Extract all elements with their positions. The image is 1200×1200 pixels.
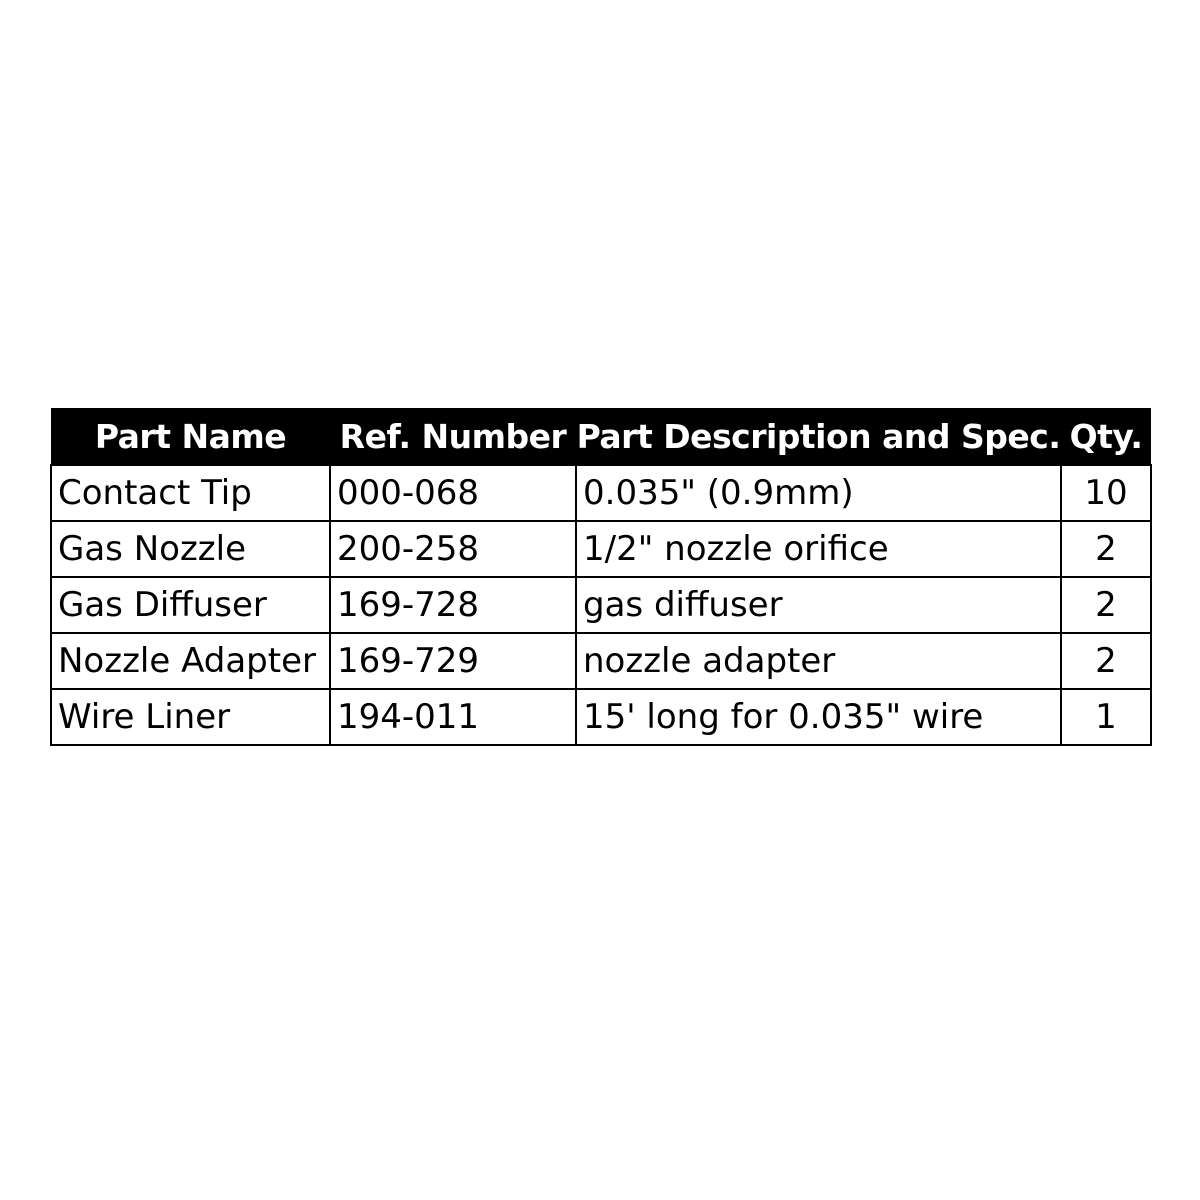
cell-qty: 2 bbox=[1061, 577, 1151, 633]
cell-qty: 2 bbox=[1061, 521, 1151, 577]
parts-table bbox=[50, 408, 1152, 746]
header-ref-number: Ref. Number bbox=[330, 408, 576, 465]
cell-part-name: Wire Liner bbox=[51, 689, 330, 745]
cell-qty: 10 bbox=[1061, 465, 1151, 521]
header-part-name: Part Name bbox=[51, 408, 330, 465]
cell-part-name: Gas Nozzle bbox=[51, 521, 330, 577]
header-qty: Qty. bbox=[1061, 408, 1151, 465]
cell-description: gas diffuser bbox=[576, 577, 1061, 633]
table-row bbox=[51, 521, 1151, 577]
cell-description: 15' long for 0.035" wire bbox=[576, 689, 1061, 745]
cell-qty: 2 bbox=[1061, 633, 1151, 689]
cell-description: 1/2" nozzle orifice bbox=[576, 521, 1061, 577]
table-row bbox=[51, 577, 1151, 633]
cell-ref-number: 169-728 bbox=[330, 577, 576, 633]
cell-part-name: Contact Tip bbox=[51, 465, 330, 521]
cell-qty: 1 bbox=[1061, 689, 1151, 745]
table-header-row bbox=[51, 408, 1151, 465]
cell-ref-number: 169-729 bbox=[330, 633, 576, 689]
cell-part-name: Gas Diffuser bbox=[51, 577, 330, 633]
cell-part-name: Nozzle Adapter bbox=[51, 633, 330, 689]
header-description: Part Description and Spec. bbox=[576, 408, 1061, 465]
cell-ref-number: 000-068 bbox=[330, 465, 576, 521]
cell-description: nozzle adapter bbox=[576, 633, 1061, 689]
table-row bbox=[51, 633, 1151, 689]
cell-description: 0.035" (0.9mm) bbox=[576, 465, 1061, 521]
table-row bbox=[51, 689, 1151, 745]
table-row bbox=[51, 465, 1151, 521]
cell-ref-number: 200-258 bbox=[330, 521, 576, 577]
cell-ref-number: 194-011 bbox=[330, 689, 576, 745]
